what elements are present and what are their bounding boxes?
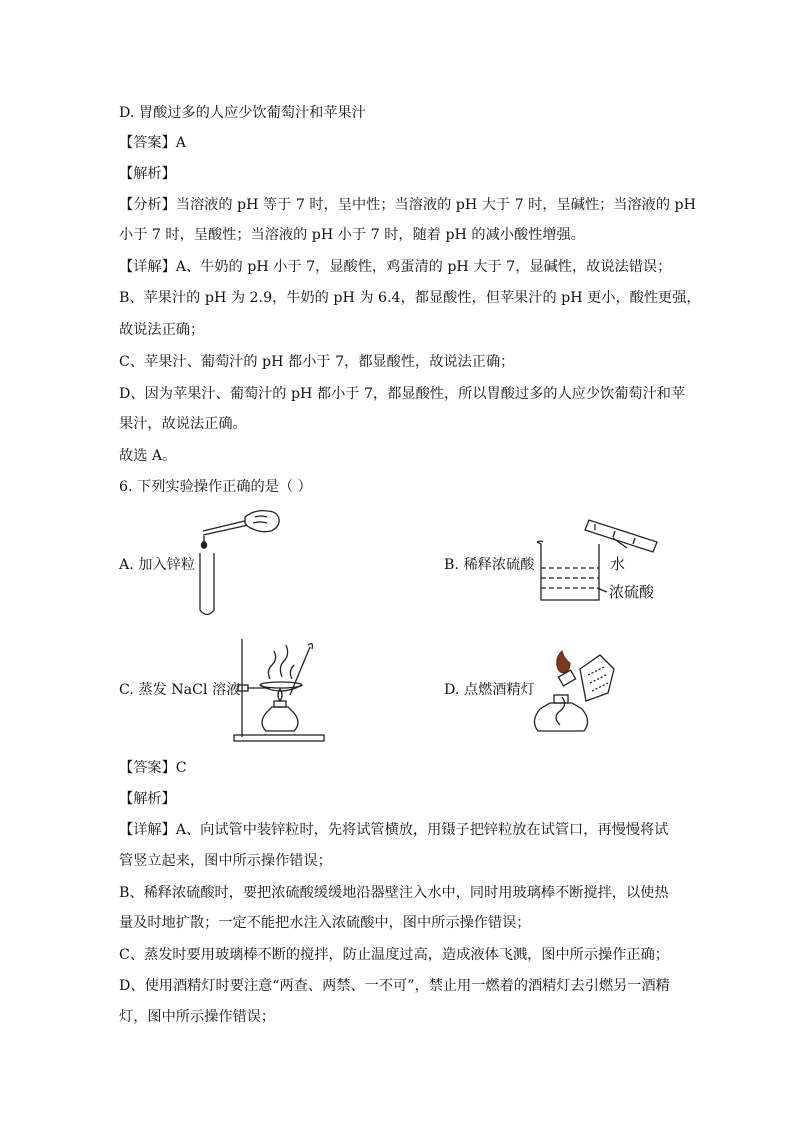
detail-line-b1: B、苹果汁的 pH 为 2.9，牛奶的 pH 为 6.4，都显酸性，但苹果汁的 pH 更小，酸性更强，: [119, 290, 701, 306]
answer-label-6: 【答案】C: [119, 760, 187, 776]
detail6-line-d2: 灯，图中所示操作错误；: [119, 1009, 276, 1025]
detail6-line-b2: 量及时地扩散；一定不能把水注入浓硫酸中，图中所示操作错误；: [119, 915, 531, 931]
detail-line-d2: 果汁，故说法正确。: [119, 416, 247, 432]
option-a-label: A. 加入锌粒: [119, 557, 196, 573]
detail6-line-b1: B、稀释浓硫酸时，要把浓硫酸缓缓地沿器壁注入水中，同时用玻璃棒不断搅拌，以使热: [119, 885, 669, 901]
zinc-tube-figure: [195, 505, 285, 620]
detail6-line-a2: 管竖立起来，图中所示操作错误；: [119, 853, 332, 869]
label-water: 水: [610, 555, 626, 573]
conclusion: 故选 A。: [119, 448, 177, 464]
option-c-label: C. 蒸发 NaCl 溶液: [119, 682, 241, 698]
answer-label: 【答案】A: [119, 135, 186, 151]
question-6-stem: 6. 下列实验操作正确的是（ ）: [119, 479, 312, 495]
detail-line-d1: D、因为苹果汁、葡萄汁的 pH 都小于 7，都显酸性，所以胃酸过多的人应少饮葡萄汁和苹: [119, 386, 686, 402]
detail-line-a: 【详解】A、牛奶的 pH 小于 7，显酸性，鸡蛋清的 pH 大于 7，显碱性，故说法错误；: [119, 259, 672, 275]
analysis-line-1: 【分析】当溶液的 pH 等于 7 时，呈中性；当溶液的 pH 大于 7 时，呈碱性；当溶液的 pH: [119, 197, 697, 213]
detail6-line-a1: 【详解】A、向试管中装锌粒时，先将试管横放，用镊子把锌粒放在试管口，再慢慢将试: [119, 822, 669, 838]
lamp-lighting-figure: [530, 645, 615, 740]
analysis-line-2: 小于 7 时，呈酸性；当溶液的 pH 小于 7 时，随着 pH 的减小酸性增强。: [119, 227, 585, 243]
detail-line-c: C、苹果汁、葡萄汁的 pH 都小于 7，都显酸性，故说法正确；: [119, 354, 515, 370]
evaporation-figure: [230, 635, 330, 745]
analysis-label: 【解析】: [119, 166, 176, 182]
detail6-line-c: C、蒸发时要用玻璃棒不断的搅拌，防止温度过高，造成液体飞溅，图中所示操作正确；: [119, 947, 669, 963]
detail6-line-d1: D、使用酒精灯时要注意“两查、两禁、一不可”，禁止用一燃着的酒精灯去引燃另一酒精: [119, 978, 670, 994]
analysis-label-6: 【解析】: [119, 791, 176, 807]
label-concentrated-acid: 浓硫酸: [609, 583, 655, 601]
detail-line-b2: 故说法正确；: [119, 322, 205, 338]
option-d-label: D. 点燃酒精灯: [444, 682, 535, 698]
option-b-label: B. 稀释浓硫酸: [444, 557, 535, 573]
option-d-text: D. 胃酸过多的人应少饮葡萄汁和苹果汁: [119, 105, 366, 121]
